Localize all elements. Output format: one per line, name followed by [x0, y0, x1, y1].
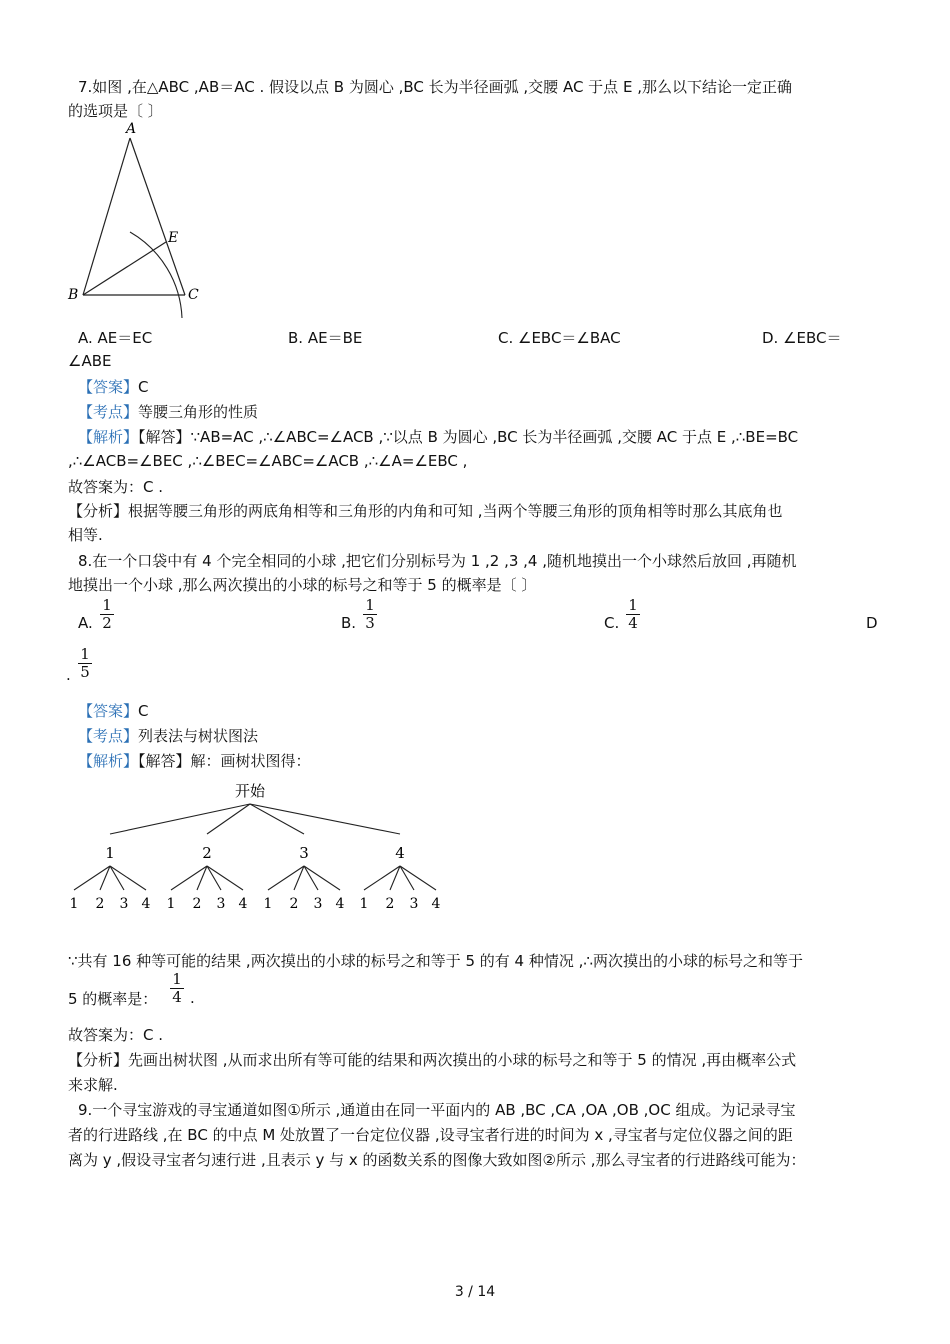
q7-point: 等腰三角形的性质 [138, 403, 259, 421]
tree-node-second-1-4: 4 [141, 896, 151, 912]
denominator: 2 [102, 614, 112, 632]
tree-branch-3-3 [304, 866, 318, 890]
tree-node-second-2-1: 1 [166, 896, 176, 912]
tree-branch-4-3 [400, 866, 414, 890]
q8-point: 列表法与树状图法 [138, 727, 259, 745]
tree-node-first-3: 3 [299, 844, 309, 862]
answer-tag: 【答案】 [78, 702, 139, 720]
q8-result-line1: ∵共有 16 种等可能的结果 ,两次摸出的小球的标号之和等于 5 的有 4 种情况 ,∴两次摸出的小球的标号之和等于 [68, 952, 803, 970]
tree-node-second-4-2: 2 [385, 896, 395, 912]
q7-stem-line2: 的选项是〔 〕 [68, 102, 163, 120]
tree-node-second-2-2: 2 [192, 896, 202, 912]
tree-node-second-3-3: 3 [313, 896, 323, 912]
tree-node-first-2: 2 [202, 844, 212, 862]
tree-node-second-4-4: 4 [431, 896, 441, 912]
tree-branch-1-3 [110, 866, 124, 890]
q8-option-b-label[interactable]: B. [341, 614, 357, 632]
q8-result-line2-pre: 5 的概率是： [68, 990, 158, 1008]
q7-analysis-row [78, 427, 798, 447]
tree-node-first-4: 4 [395, 844, 405, 862]
q7-fenxi-line1: 【分析】根据等腰三角形的两底角相等和三角形的内角和可知 ,当两个等腰三角形的顶角相等时那么其底角也 [68, 502, 783, 520]
tree-branch-1-4 [110, 866, 146, 890]
q8-fenxi-line2: 来求解. [68, 1076, 118, 1094]
q7-analysis-line2: ,∴∠ACB=∠BEC ,∴∠BEC=∠ABC=∠ACB ,∴∠A=∠EBC , [68, 452, 468, 470]
q8-conclusion: 故答案为：C . [68, 1026, 164, 1044]
q8-stem-line2: 地摸出一个小球 ,那么两次摸出的小球的标号之和等于 5 的概率是〔 〕 [68, 576, 537, 594]
q8-result-period: . [190, 989, 195, 1007]
segment-ab [83, 138, 130, 295]
tree-branch-root-3 [250, 804, 304, 834]
q8-answer-row [78, 701, 149, 721]
q8-option-a-fraction [100, 598, 114, 631]
numerator: 1 [365, 596, 375, 614]
q8-fenxi-line1: 【分析】先画出树状图 ,从而求出所有等可能的结果和两次摸出的小球的标号之和等于 5 的情况 ,再由概率公式 [68, 1051, 797, 1069]
q7-answer: C [138, 378, 149, 396]
point-tag: 【考点】 [78, 727, 139, 745]
tree-root: 开始 [234, 782, 266, 800]
tree-node-second-3-4: 4 [335, 896, 345, 912]
tree-node-first-1: 1 [105, 844, 115, 862]
q7-stem-line1: 7.如图 ,在△ABC ,AB＝AC . 假设以点 B 为圆心 ,BC 长为半径画弧 ,交腰 AC 于点 E ,那么以下结论一定正确 [78, 78, 792, 96]
denominator: 5 [80, 663, 90, 681]
page-number: 3 / 14 [454, 1284, 496, 1300]
denominator: 3 [365, 614, 375, 632]
point-tag: 【考点】 [78, 403, 139, 421]
tree-node-second-1-3: 3 [119, 896, 129, 912]
q8-option-d-label[interactable]: D [866, 614, 878, 632]
tree-branch-root-4 [250, 804, 400, 834]
q8-option-d-dot: . [66, 666, 71, 684]
q7-triangle-figure [60, 118, 210, 323]
numerator: 1 [172, 970, 182, 988]
tree-node-second-2-4: 4 [238, 896, 248, 912]
q8-point-row [78, 726, 258, 746]
tree-branch-3-4 [304, 866, 340, 890]
numerator: 1 [102, 596, 112, 614]
q7-option-a[interactable]: A. AE＝EC [78, 329, 153, 347]
label-b: B [68, 287, 79, 303]
segment-ac [130, 138, 185, 295]
tree-branch-4-4 [400, 866, 436, 890]
q8-option-c-label[interactable]: C. [604, 614, 620, 632]
tree-node-second-2-3: 3 [216, 896, 226, 912]
tree-node-second-3-1: 1 [263, 896, 273, 912]
numerator: 1 [628, 596, 638, 614]
q9-stem-line1: 9.一个寻宝游戏的寻宝通道如图①所示 ,通道由在同一平面内的 AB ,BC ,CA ,OA ,OB ,OC 组成。为记录寻宝 [78, 1101, 796, 1119]
denominator: 4 [172, 988, 182, 1006]
q8-option-c-fraction [626, 598, 640, 631]
q7-conclusion: 故答案为：C . [68, 478, 164, 496]
q8-option-d-fraction [78, 647, 92, 680]
q8-option-b-fraction [363, 598, 377, 631]
analysis-tag: 【解析】 [78, 752, 139, 770]
q8-stem-line1: 8.在一个口袋中有 4 个完全相同的小球 ,把它们分别标号为 1 ,2 ,3 ,4 ,随机地摸出一个小球然后放回 ,再随机 [78, 552, 797, 570]
q8-analysis-row [78, 751, 311, 771]
q9-stem-line3: 离为 y ,假设寻宝者匀速行进 ,且表示 y 与 x 的函数关系的图像大致如图②所示 ,那么寻宝者的行进路线可能为： [68, 1151, 806, 1169]
tree-node-second-3-2: 2 [289, 896, 299, 912]
q7-fenxi-line2: 相等. [68, 526, 103, 544]
q7-option-b[interactable]: B. AE＝BE [288, 329, 363, 347]
q8-analysis: 【解答】解：画树状图得： [138, 752, 311, 770]
tree-node-second-4-3: 3 [409, 896, 419, 912]
analysis-tag: 【解析】 [78, 428, 139, 446]
q7-option-d-cont: ∠ABE [68, 352, 112, 370]
q7-answer-row [78, 377, 149, 397]
q8-option-a-label[interactable]: A. [78, 614, 93, 632]
q9-stem-line2: 者的行进路线 ,在 BC 的中点 M 处放置了一台定位仪器 ,设寻宝者行进的时间为 x ,寻宝者与定位仪器之间的距 [68, 1126, 793, 1144]
answer-tag: 【答案】 [78, 378, 139, 396]
tree-branch-2-4 [207, 866, 243, 890]
q8-answer: C [138, 702, 149, 720]
q7-point-row [78, 402, 258, 422]
tree-node-second-4-1: 1 [359, 896, 369, 912]
q8-tree-diagram [60, 778, 460, 918]
q7-option-c[interactable]: C. ∠EBC＝∠BAC [498, 329, 621, 347]
tree-branch-2-3 [207, 866, 221, 890]
label-e: E [168, 230, 179, 246]
q8-result-fraction [170, 972, 184, 1005]
label-c: C [188, 287, 199, 303]
denominator: 4 [628, 614, 638, 632]
tree-node-second-1-2: 2 [95, 896, 105, 912]
label-a: A [126, 121, 137, 137]
q7-analysis-line1: 【解答】∵AB=AC ,∴∠ABC=∠ACB ,∵以点 B 为圆心 ,BC 长为半径画弧 ,交腰 AC 于点 E ,∴BE=BC [138, 428, 799, 446]
numerator: 1 [80, 645, 90, 663]
q7-option-d[interactable]: D. ∠EBC＝ [762, 329, 842, 347]
tree-node-second-1-1: 1 [69, 896, 79, 912]
